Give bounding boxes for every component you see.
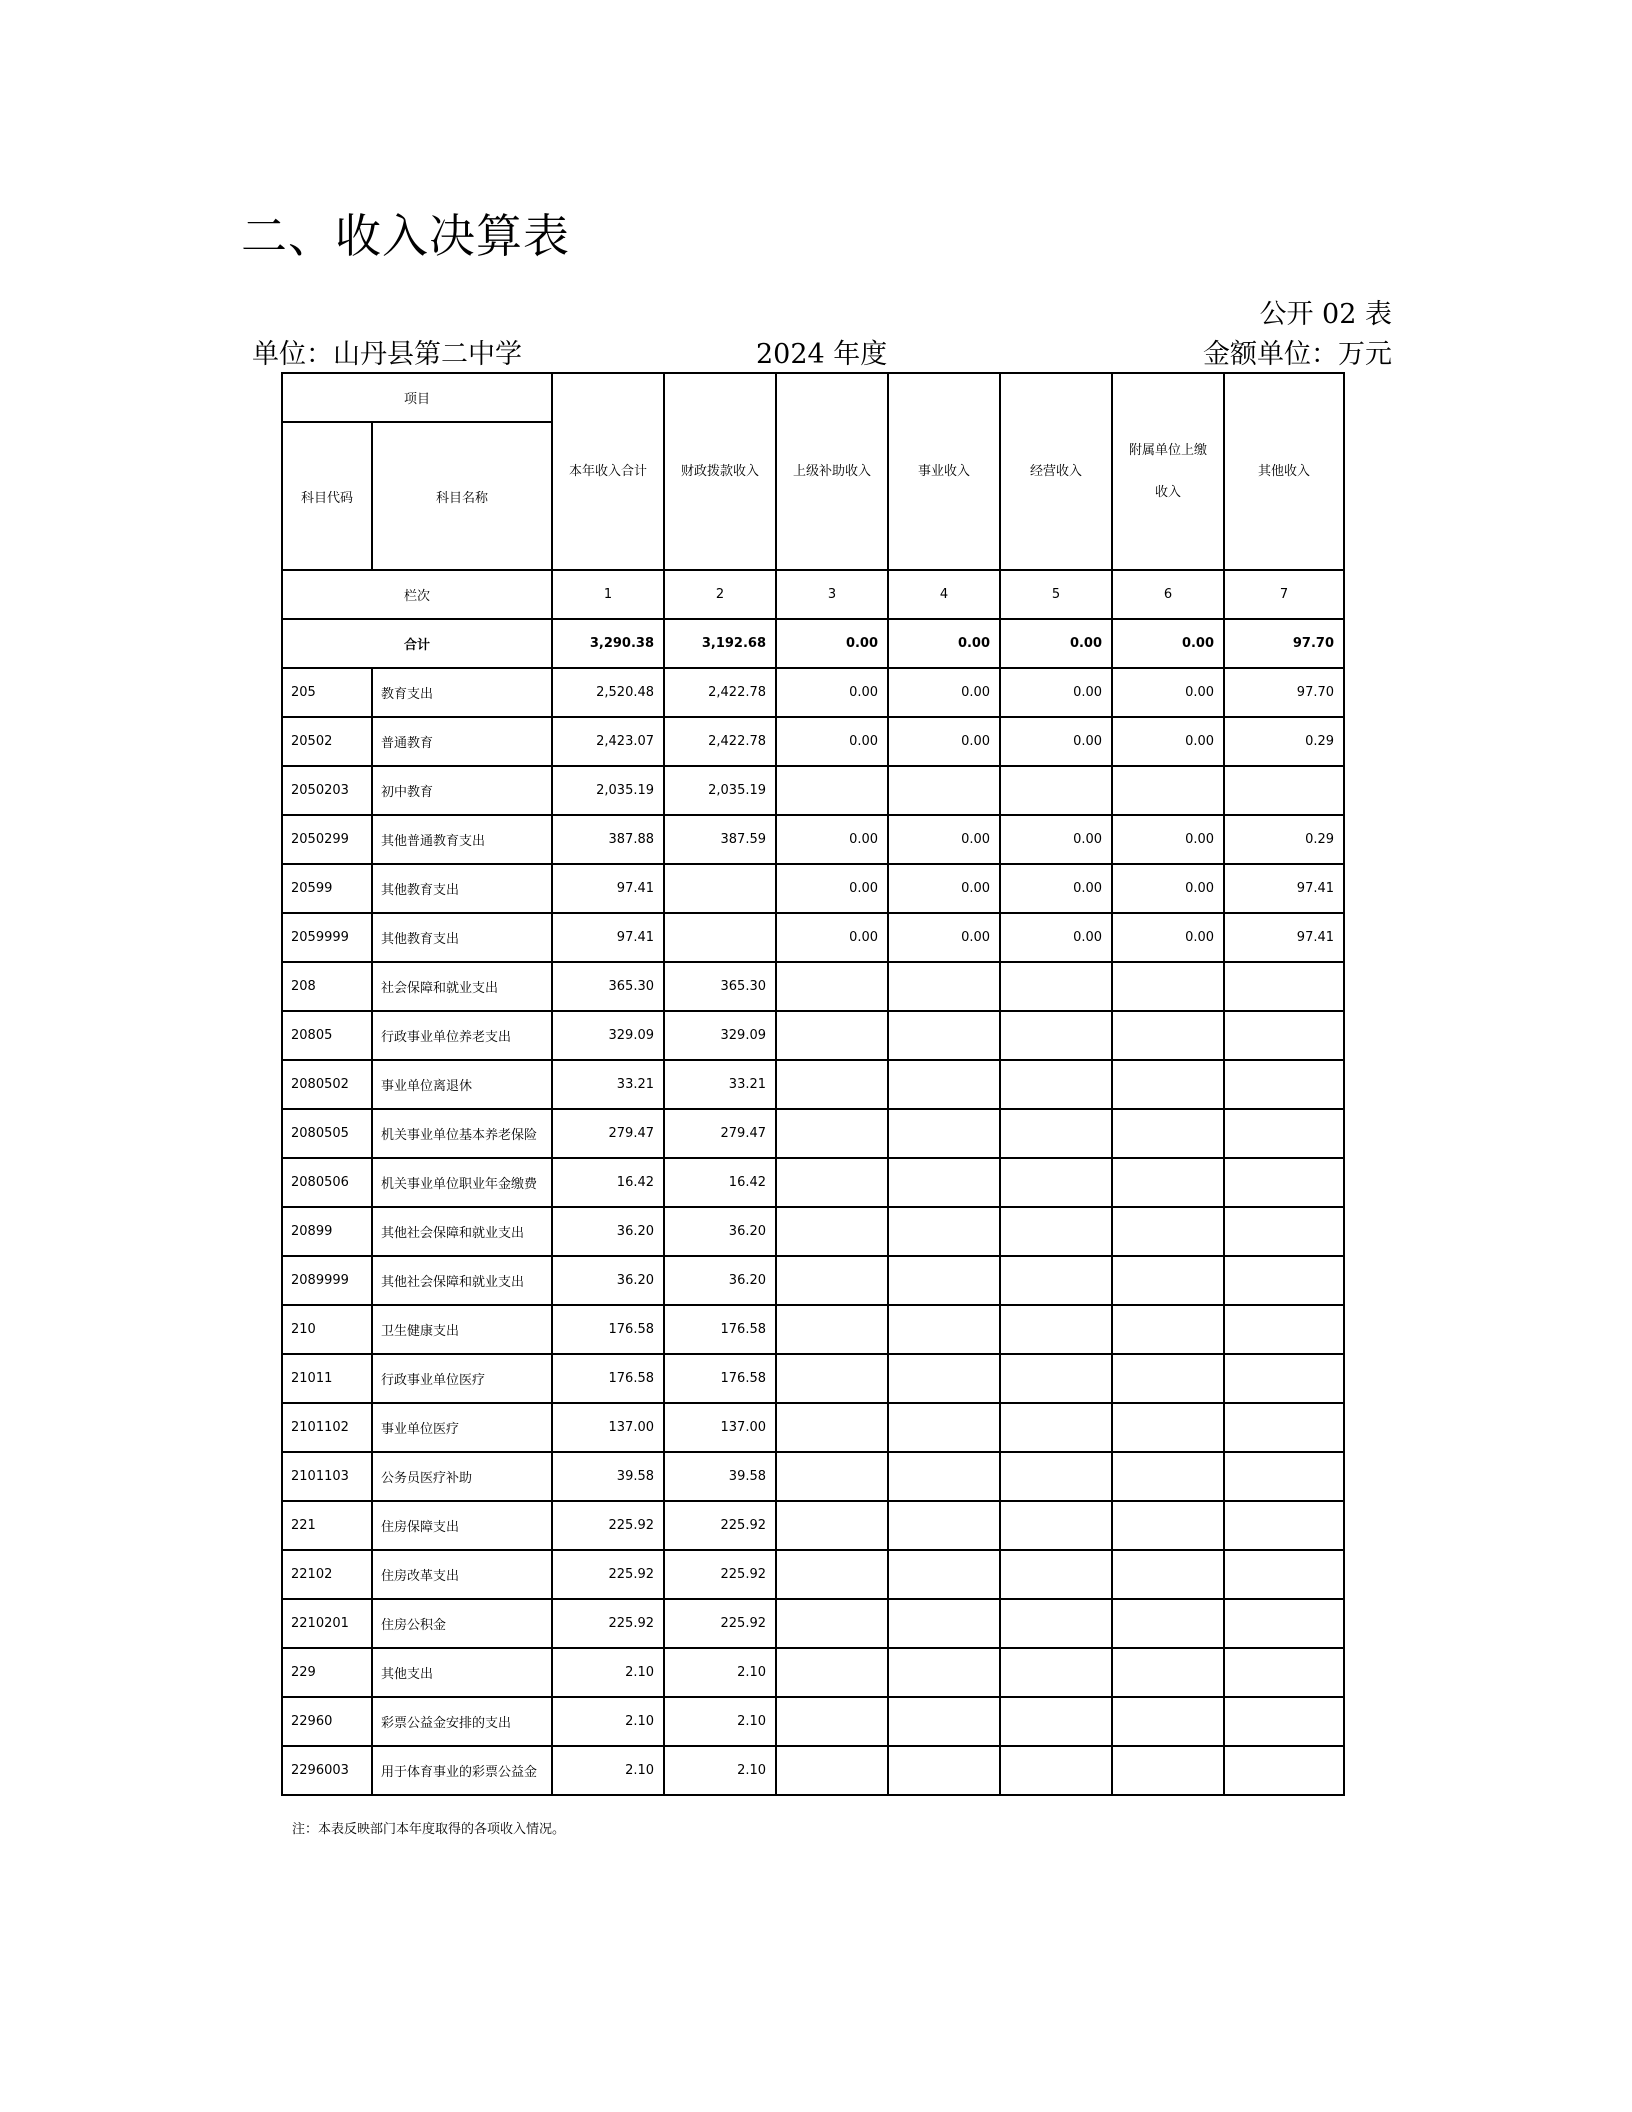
cell-value — [776, 1354, 888, 1403]
cell-value: 0.00 — [1112, 864, 1224, 913]
total-value: 3,290.38 — [552, 619, 664, 668]
table-row — [282, 1697, 1344, 1746]
subject-name: 其他教育支出 — [372, 864, 552, 913]
subject-code: 205 — [282, 668, 372, 717]
cell-value: 0.29 — [1224, 717, 1344, 766]
header-col-1: 本年收入合计 — [552, 373, 664, 570]
cell-value — [888, 1207, 1000, 1256]
cell-value: 365.30 — [552, 962, 664, 1011]
cell-value: 2,035.19 — [552, 766, 664, 815]
cell-value — [1000, 1746, 1112, 1795]
cell-value — [1224, 962, 1344, 1011]
cell-value: 0.00 — [1000, 913, 1112, 962]
cell-value: 0.00 — [776, 864, 888, 913]
subject-name: 公务员医疗补助 — [372, 1452, 552, 1501]
cell-value — [888, 962, 1000, 1011]
cell-value — [1112, 1697, 1224, 1746]
total-row — [282, 619, 1344, 668]
cell-value — [1224, 1158, 1344, 1207]
header-name: 科目名称 — [372, 422, 552, 570]
total-label: 合计 — [282, 619, 552, 668]
cell-value — [888, 1599, 1000, 1648]
cell-value: 0.00 — [1000, 717, 1112, 766]
cell-value — [1000, 1109, 1112, 1158]
subject-name: 普通教育 — [372, 717, 552, 766]
cell-value — [1224, 1354, 1344, 1403]
cell-value: 0.29 — [1224, 815, 1344, 864]
total-value: 97.70 — [1224, 619, 1344, 668]
cell-value: 225.92 — [664, 1550, 776, 1599]
cell-value — [1000, 1550, 1112, 1599]
cell-value — [776, 1648, 888, 1697]
subject-name: 事业单位离退休 — [372, 1060, 552, 1109]
cell-value: 0.00 — [776, 815, 888, 864]
cell-value — [776, 1109, 888, 1158]
cell-value — [776, 1207, 888, 1256]
subject-code: 2101102 — [282, 1403, 372, 1452]
header-col-6: 附属单位上缴收入 — [1112, 373, 1224, 570]
page-title: 二、收入决算表 — [241, 209, 570, 263]
column-number: 5 — [1000, 570, 1112, 619]
table-row — [282, 1452, 1344, 1501]
subject-name: 用于体育事业的彩票公益金 — [372, 1746, 552, 1795]
cell-value: 0.00 — [888, 668, 1000, 717]
subject-name: 其他普通教育支出 — [372, 815, 552, 864]
table-row — [282, 1599, 1344, 1648]
cell-value — [1000, 1207, 1112, 1256]
cell-value: 16.42 — [664, 1158, 776, 1207]
cell-value: 225.92 — [552, 1501, 664, 1550]
cell-value: 33.21 — [664, 1060, 776, 1109]
cell-value — [1224, 1403, 1344, 1452]
cell-value: 39.58 — [552, 1452, 664, 1501]
table-row — [282, 913, 1344, 962]
form-number: 公开 02 表 — [1259, 299, 1392, 330]
cell-value: 0.00 — [1000, 668, 1112, 717]
cell-value — [888, 1060, 1000, 1109]
table-row — [282, 766, 1344, 815]
cell-value — [888, 1256, 1000, 1305]
table-row — [282, 1746, 1344, 1795]
cell-value — [776, 1403, 888, 1452]
cell-value — [888, 1452, 1000, 1501]
header-col-3: 上级补助收入 — [776, 373, 888, 570]
header-col-5: 经营收入 — [1000, 373, 1112, 570]
cell-value — [1000, 1697, 1112, 1746]
table-row — [282, 668, 1344, 717]
cell-value — [888, 1648, 1000, 1697]
cell-value: 0.00 — [888, 913, 1000, 962]
cell-value — [888, 1305, 1000, 1354]
cell-value: 176.58 — [552, 1305, 664, 1354]
subject-name: 卫生健康支出 — [372, 1305, 552, 1354]
subject-name: 机关事业单位职业年金缴费 — [372, 1158, 552, 1207]
cell-value: 365.30 — [664, 962, 776, 1011]
subject-code: 22102 — [282, 1550, 372, 1599]
subject-code: 229 — [282, 1648, 372, 1697]
cell-value: 36.20 — [664, 1207, 776, 1256]
total-value: 0.00 — [1000, 619, 1112, 668]
column-number: 4 — [888, 570, 1000, 619]
subject-code: 20805 — [282, 1011, 372, 1060]
table-row — [282, 962, 1344, 1011]
cell-value — [888, 1011, 1000, 1060]
cell-value — [776, 1060, 888, 1109]
cell-value — [888, 1109, 1000, 1158]
cell-value — [888, 1697, 1000, 1746]
cell-value — [888, 766, 1000, 815]
cell-value: 33.21 — [552, 1060, 664, 1109]
subject-code: 2210201 — [282, 1599, 372, 1648]
table-row — [282, 1011, 1344, 1060]
cell-value — [1112, 1354, 1224, 1403]
cell-value: 97.41 — [552, 864, 664, 913]
subject-name: 住房改革支出 — [372, 1550, 552, 1599]
cell-value: 176.58 — [664, 1305, 776, 1354]
subject-code: 2050299 — [282, 815, 372, 864]
cell-value — [1000, 1452, 1112, 1501]
cell-value: 2.10 — [664, 1648, 776, 1697]
header-col-4: 事业收入 — [888, 373, 1000, 570]
cell-value — [1112, 1648, 1224, 1697]
cell-value: 279.47 — [664, 1109, 776, 1158]
table-note: 注：本表反映部门本年度取得的各项收入情况。 — [292, 1822, 566, 1837]
table-row — [282, 1158, 1344, 1207]
subject-name: 彩票公益金安排的支出 — [372, 1697, 552, 1746]
cell-value — [1112, 1501, 1224, 1550]
cell-value: 36.20 — [552, 1256, 664, 1305]
cell-value: 16.42 — [552, 1158, 664, 1207]
cell-value — [888, 1746, 1000, 1795]
cell-value — [1112, 1599, 1224, 1648]
table-row — [282, 1501, 1344, 1550]
cell-value: 225.92 — [552, 1599, 664, 1648]
total-value: 0.00 — [1112, 619, 1224, 668]
cell-value — [1000, 1501, 1112, 1550]
cell-value: 0.00 — [1112, 717, 1224, 766]
cell-value — [776, 1305, 888, 1354]
subject-code: 21011 — [282, 1354, 372, 1403]
cell-value: 387.59 — [664, 815, 776, 864]
table-row — [282, 1109, 1344, 1158]
cell-value — [1112, 1011, 1224, 1060]
cell-value — [1224, 1648, 1344, 1697]
cell-value — [1224, 1501, 1344, 1550]
cell-value — [1112, 1403, 1224, 1452]
cell-value — [1112, 1109, 1224, 1158]
cell-value — [1112, 1746, 1224, 1795]
cell-value — [776, 1256, 888, 1305]
cell-value: 0.00 — [1000, 864, 1112, 913]
subject-code: 221 — [282, 1501, 372, 1550]
table-row — [282, 1305, 1344, 1354]
cell-value: 2,035.19 — [664, 766, 776, 815]
cell-value — [776, 1550, 888, 1599]
cell-value: 0.00 — [1000, 815, 1112, 864]
cell-value: 0.00 — [1112, 815, 1224, 864]
cell-value — [1224, 1697, 1344, 1746]
cell-value — [1224, 1109, 1344, 1158]
cell-value — [888, 1403, 1000, 1452]
cell-value — [776, 766, 888, 815]
cell-value — [776, 1158, 888, 1207]
cell-value — [1000, 1354, 1112, 1403]
table-row — [282, 1648, 1344, 1697]
cell-value — [1224, 1746, 1344, 1795]
cell-value — [1000, 962, 1112, 1011]
cell-value — [888, 1354, 1000, 1403]
subject-code: 2296003 — [282, 1746, 372, 1795]
cell-value — [1000, 1305, 1112, 1354]
cell-value: 2.10 — [552, 1746, 664, 1795]
cell-value — [1224, 766, 1344, 815]
cell-value — [1000, 1011, 1112, 1060]
subject-name: 行政事业单位医疗 — [372, 1354, 552, 1403]
subject-code: 2050203 — [282, 766, 372, 815]
subject-name: 事业单位医疗 — [372, 1403, 552, 1452]
subject-code: 210 — [282, 1305, 372, 1354]
cell-value — [776, 1746, 888, 1795]
total-value: 0.00 — [888, 619, 1000, 668]
cell-value — [1112, 1060, 1224, 1109]
subject-code: 2101103 — [282, 1452, 372, 1501]
subject-name: 初中教育 — [372, 766, 552, 815]
subject-code: 2080502 — [282, 1060, 372, 1109]
cell-value — [1112, 962, 1224, 1011]
column-number: 3 — [776, 570, 888, 619]
cell-value: 0.00 — [1112, 913, 1224, 962]
cell-value: 137.00 — [552, 1403, 664, 1452]
cell-value: 387.88 — [552, 815, 664, 864]
column-number: 2 — [664, 570, 776, 619]
cell-value — [1000, 1599, 1112, 1648]
subject-code: 2080506 — [282, 1158, 372, 1207]
cell-value — [776, 1452, 888, 1501]
subject-name: 住房保障支出 — [372, 1501, 552, 1550]
cell-value: 0.00 — [776, 913, 888, 962]
cell-value: 329.09 — [552, 1011, 664, 1060]
subject-code: 20502 — [282, 717, 372, 766]
subject-name: 其他教育支出 — [372, 913, 552, 962]
cell-value: 36.20 — [664, 1256, 776, 1305]
table-row — [282, 1403, 1344, 1452]
cell-value — [1112, 1256, 1224, 1305]
cell-value: 39.58 — [664, 1452, 776, 1501]
cell-value: 2.10 — [552, 1697, 664, 1746]
cell-value: 97.41 — [552, 913, 664, 962]
cell-value — [1224, 1011, 1344, 1060]
column-number: 1 — [552, 570, 664, 619]
cell-value — [1224, 1256, 1344, 1305]
subject-code: 20599 — [282, 864, 372, 913]
table-row — [282, 864, 1344, 913]
cell-value: 225.92 — [664, 1501, 776, 1550]
header-col-2: 财政拨款收入 — [664, 373, 776, 570]
cell-value: 0.00 — [888, 717, 1000, 766]
column-number: 7 — [1224, 570, 1344, 619]
cell-value: 2.10 — [552, 1648, 664, 1697]
subject-name: 其他社会保障和就业支出 — [372, 1207, 552, 1256]
cell-value — [776, 1697, 888, 1746]
cell-value — [1112, 766, 1224, 815]
cell-value: 36.20 — [552, 1207, 664, 1256]
table-row — [282, 1060, 1344, 1109]
cell-value: 0.00 — [776, 717, 888, 766]
cell-value — [1224, 1060, 1344, 1109]
subject-code: 2080505 — [282, 1109, 372, 1158]
column-order-label: 栏次 — [282, 570, 552, 619]
cell-value: 2,422.78 — [664, 717, 776, 766]
subject-name: 住房公积金 — [372, 1599, 552, 1648]
cell-value: 0.00 — [888, 815, 1000, 864]
table-row — [282, 1354, 1344, 1403]
cell-value: 2,520.48 — [552, 668, 664, 717]
cell-value — [1224, 1599, 1344, 1648]
subject-code: 208 — [282, 962, 372, 1011]
cell-value — [888, 1158, 1000, 1207]
cell-value — [664, 913, 776, 962]
cell-value — [776, 1501, 888, 1550]
cell-value — [1112, 1550, 1224, 1599]
cell-value: 2.10 — [664, 1697, 776, 1746]
subject-name: 行政事业单位养老支出 — [372, 1011, 552, 1060]
cell-value: 2.10 — [664, 1746, 776, 1795]
cell-value: 137.00 — [664, 1403, 776, 1452]
cell-value: 97.41 — [1224, 913, 1344, 962]
subject-code: 2089999 — [282, 1256, 372, 1305]
meta-line — [252, 332, 1392, 372]
cell-value — [776, 962, 888, 1011]
cell-value — [1000, 1256, 1112, 1305]
cell-value — [1224, 1305, 1344, 1354]
header-item: 项目 — [282, 373, 552, 422]
cell-value — [1000, 1060, 1112, 1109]
cell-value — [776, 1599, 888, 1648]
cell-value — [1000, 1403, 1112, 1452]
cell-value — [1000, 1648, 1112, 1697]
unit-label: 单位：山丹县第二中学 — [252, 339, 522, 370]
total-value: 3,192.68 — [664, 619, 776, 668]
cell-value — [1112, 1305, 1224, 1354]
table-row — [282, 1256, 1344, 1305]
subject-name: 社会保障和就业支出 — [372, 962, 552, 1011]
cell-value — [1112, 1158, 1224, 1207]
table-row — [282, 717, 1344, 766]
subject-code: 2059999 — [282, 913, 372, 962]
cell-value — [1112, 1207, 1224, 1256]
cell-value — [664, 864, 776, 913]
cell-value: 2,422.78 — [664, 668, 776, 717]
column-order-row — [282, 570, 1344, 619]
subject-name: 其他支出 — [372, 1648, 552, 1697]
total-value: 0.00 — [776, 619, 888, 668]
cell-value: 2,423.07 — [552, 717, 664, 766]
table-row — [282, 1550, 1344, 1599]
column-number: 6 — [1112, 570, 1224, 619]
subject-code: 20899 — [282, 1207, 372, 1256]
cell-value — [776, 1011, 888, 1060]
cell-value: 225.92 — [552, 1550, 664, 1599]
cell-value — [888, 1550, 1000, 1599]
cell-value: 97.70 — [1224, 668, 1344, 717]
cell-value — [1000, 766, 1112, 815]
cell-value: 279.47 — [552, 1109, 664, 1158]
cell-value — [1224, 1207, 1344, 1256]
table-row — [282, 1207, 1344, 1256]
cell-value — [1112, 1452, 1224, 1501]
table-row — [282, 815, 1344, 864]
header-col-7: 其他收入 — [1224, 373, 1344, 570]
money-unit-label: 金额单位：万元 — [1203, 339, 1392, 370]
year-label: 2024 年度 — [756, 339, 888, 370]
cell-value: 176.58 — [664, 1354, 776, 1403]
cell-value: 0.00 — [776, 668, 888, 717]
cell-value: 0.00 — [888, 864, 1000, 913]
revenue-table — [281, 372, 1345, 1796]
cell-value — [888, 1501, 1000, 1550]
cell-value: 97.41 — [1224, 864, 1344, 913]
header-code: 科目代码 — [282, 422, 372, 570]
subject-name: 机关事业单位基本养老保险 — [372, 1109, 552, 1158]
subject-name: 教育支出 — [372, 668, 552, 717]
cell-value — [1224, 1452, 1344, 1501]
cell-value — [1000, 1158, 1112, 1207]
cell-value: 0.00 — [1112, 668, 1224, 717]
subject-code: 22960 — [282, 1697, 372, 1746]
cell-value — [1224, 1550, 1344, 1599]
cell-value: 329.09 — [664, 1011, 776, 1060]
subject-name: 其他社会保障和就业支出 — [372, 1256, 552, 1305]
cell-value: 225.92 — [664, 1599, 776, 1648]
cell-value: 176.58 — [552, 1354, 664, 1403]
